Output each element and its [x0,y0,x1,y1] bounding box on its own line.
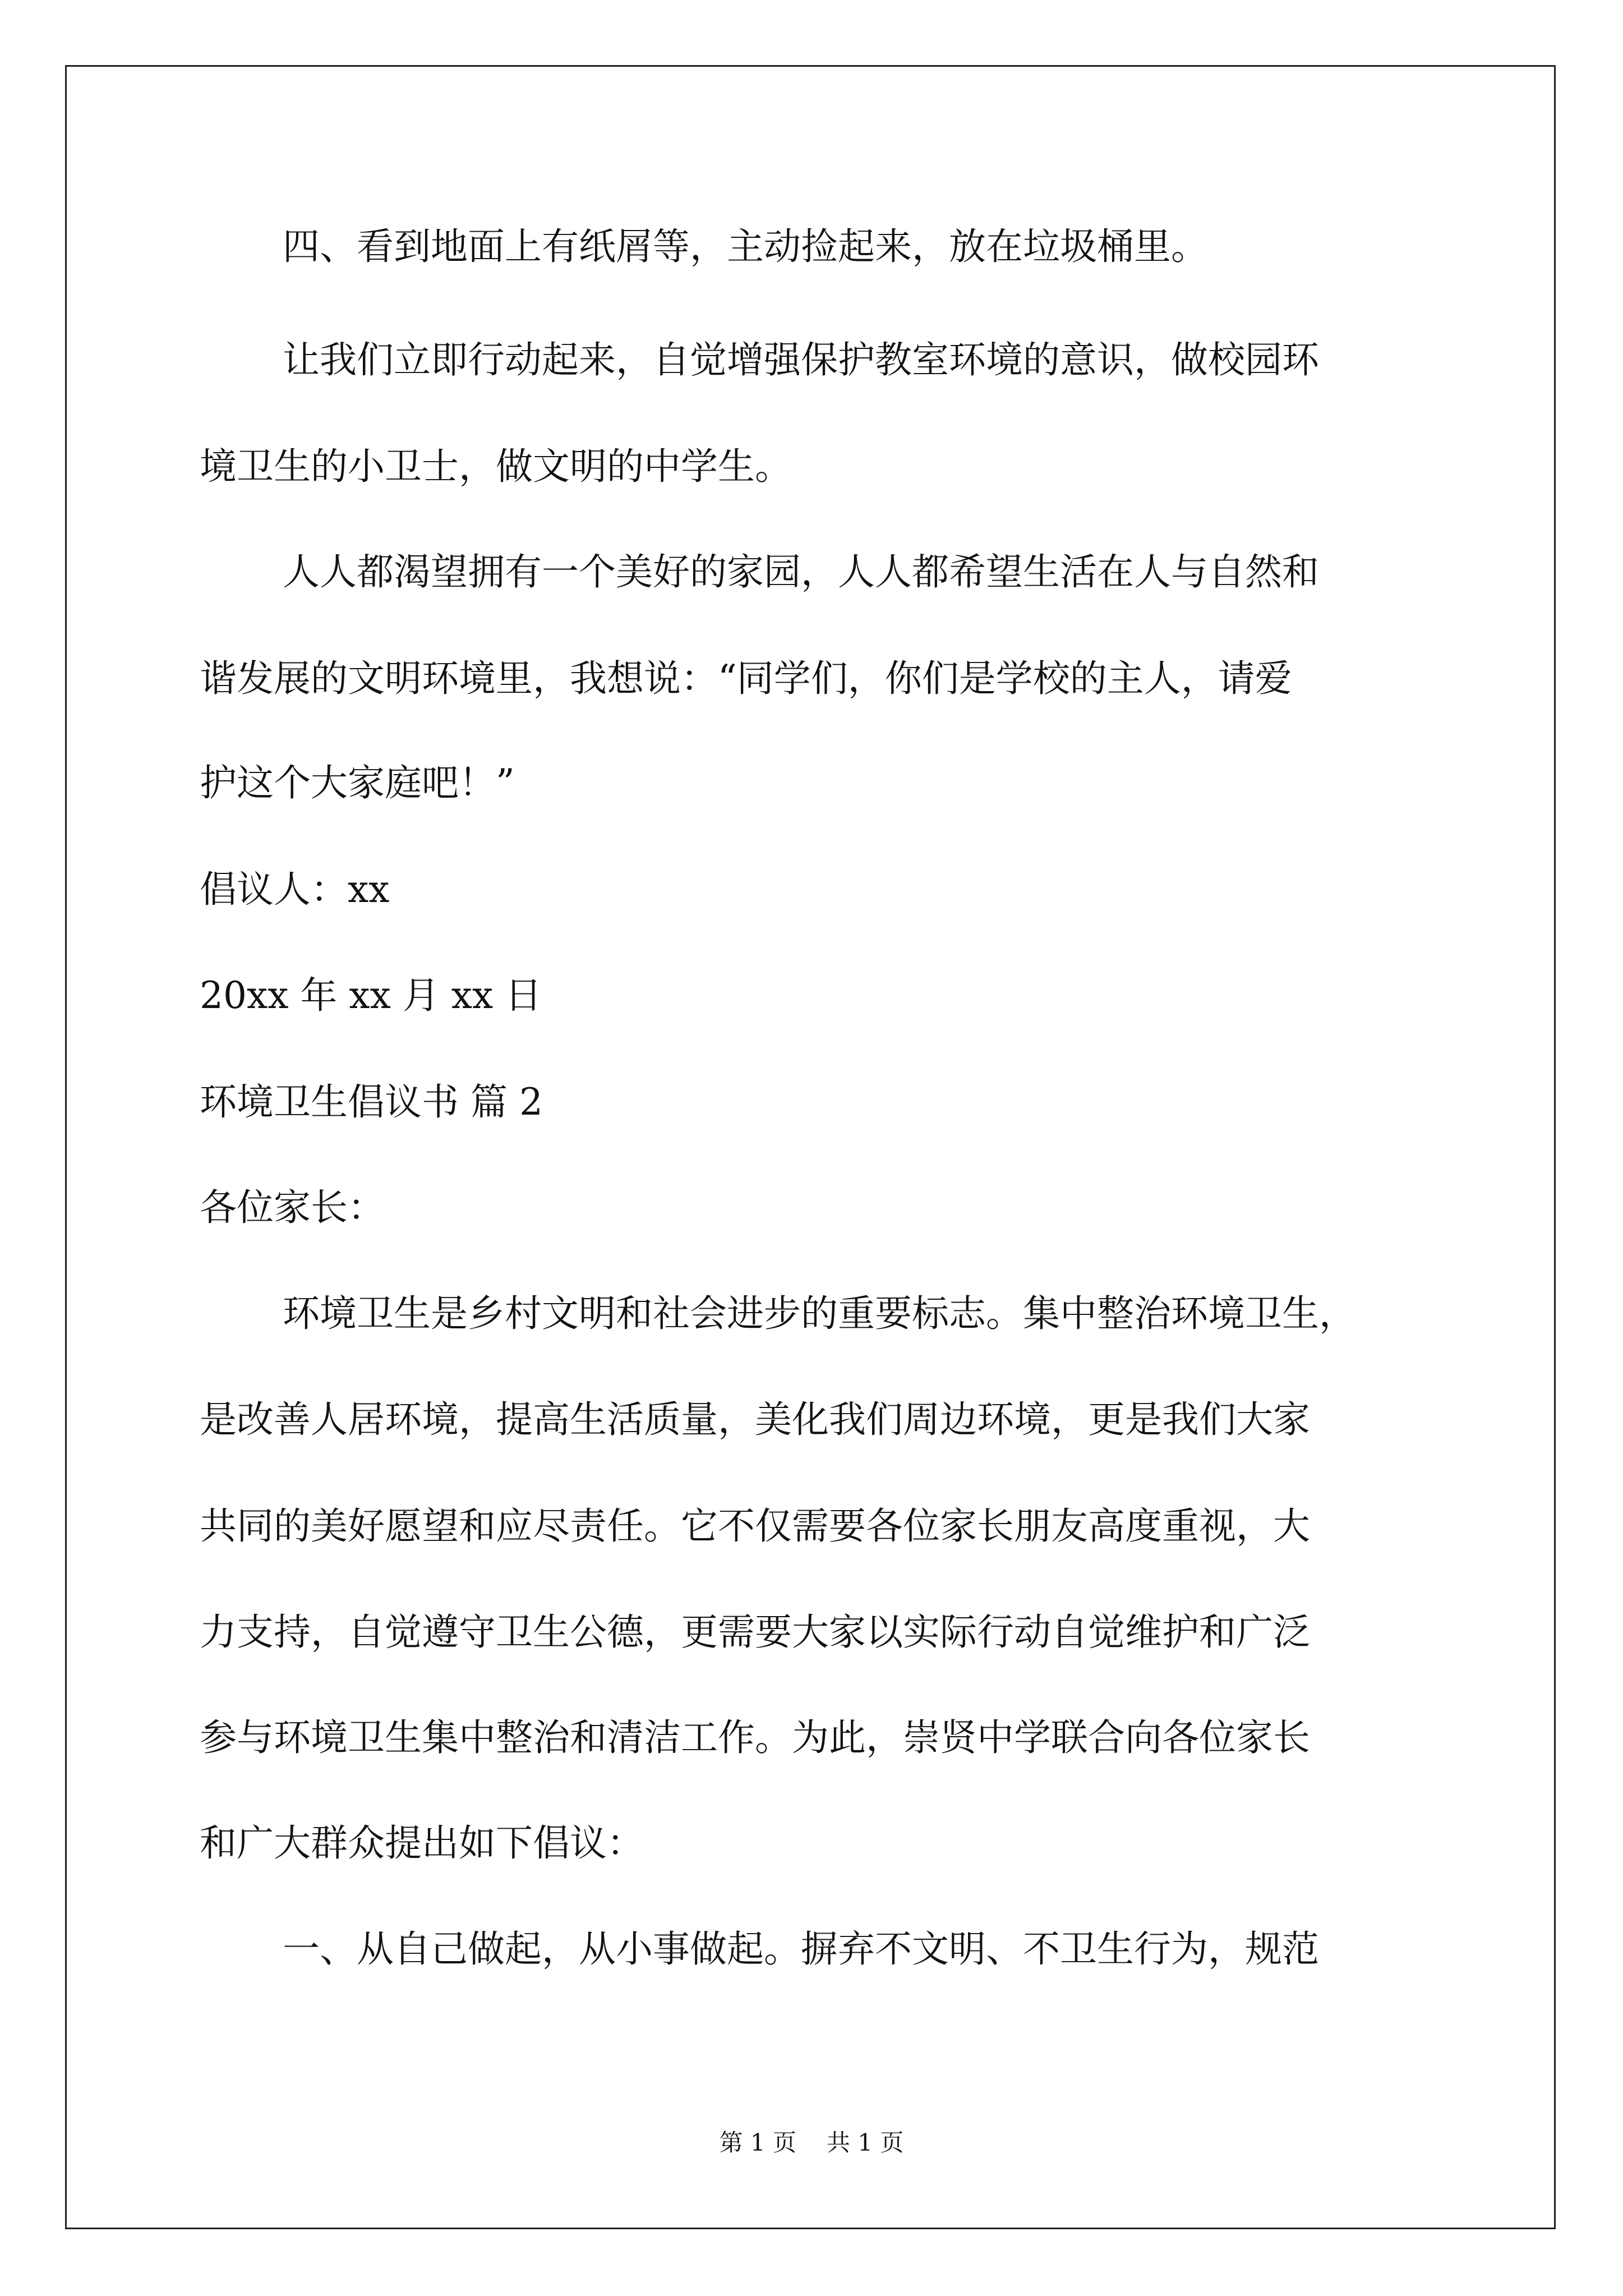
paragraph-line: 是改善人居环境，提高生活质量，美化我们周边环境，更是我们大家 [200,1398,1310,1441]
salutation: 各位家长： [200,1186,385,1229]
signatory-line: 倡议人：xx [200,868,390,911]
paragraph-line: 环境卫生是乡村文明和社会进步的重要标志。集中整治环境卫生， [283,1292,1356,1335]
date-line: 20xx 年 xx 月 xx 日 [200,974,542,1017]
paragraph-line: 力支持，自觉遵守卫生公德，更需要大家以实际行动自觉维护和广泛 [200,1611,1310,1654]
paragraph-line: 和广大群众提出如下倡议： [200,1821,644,1865]
paragraph-line: 共同的美好愿望和应尽责任。它不仅需要各位家长朋友高度重视，大 [200,1504,1310,1548]
page-footer [0,2129,1623,2157]
page-total: 共 1 页 [827,2129,904,2156]
paragraph-line: 参与环境卫生集中整治和清洁工作。为此，崇贤中学联合向各位家长 [200,1716,1310,1759]
paragraph-line: 四、看到地面上有纸屑等，主动捡起来，放在垃圾桶里。 [283,225,1208,268]
section-heading: 环境卫生倡议书 篇 2 [200,1080,543,1124]
paragraph-line: 一、从自己做起，从小事做起。摒弃不文明、不卫生行为，规范 [283,1927,1319,1971]
paragraph-line: 护这个大家庭吧！” [200,761,515,804]
paragraph-line: 人人都渴望拥有一个美好的家园，人人都希望生活在人与自然和 [283,550,1319,593]
paragraph-line: 谐发展的文明环境里，我想说：“同学们，你们是学校的主人，请爱 [200,657,1292,700]
paragraph-line: 让我们立即行动起来，自觉增强保护教室环境的意识，做校园环 [283,338,1319,381]
paragraph-line: 境卫生的小卫士，做文明的中学生。 [200,445,792,488]
page-number: 第 1 页 [719,2129,796,2156]
page-border [65,65,1556,2229]
